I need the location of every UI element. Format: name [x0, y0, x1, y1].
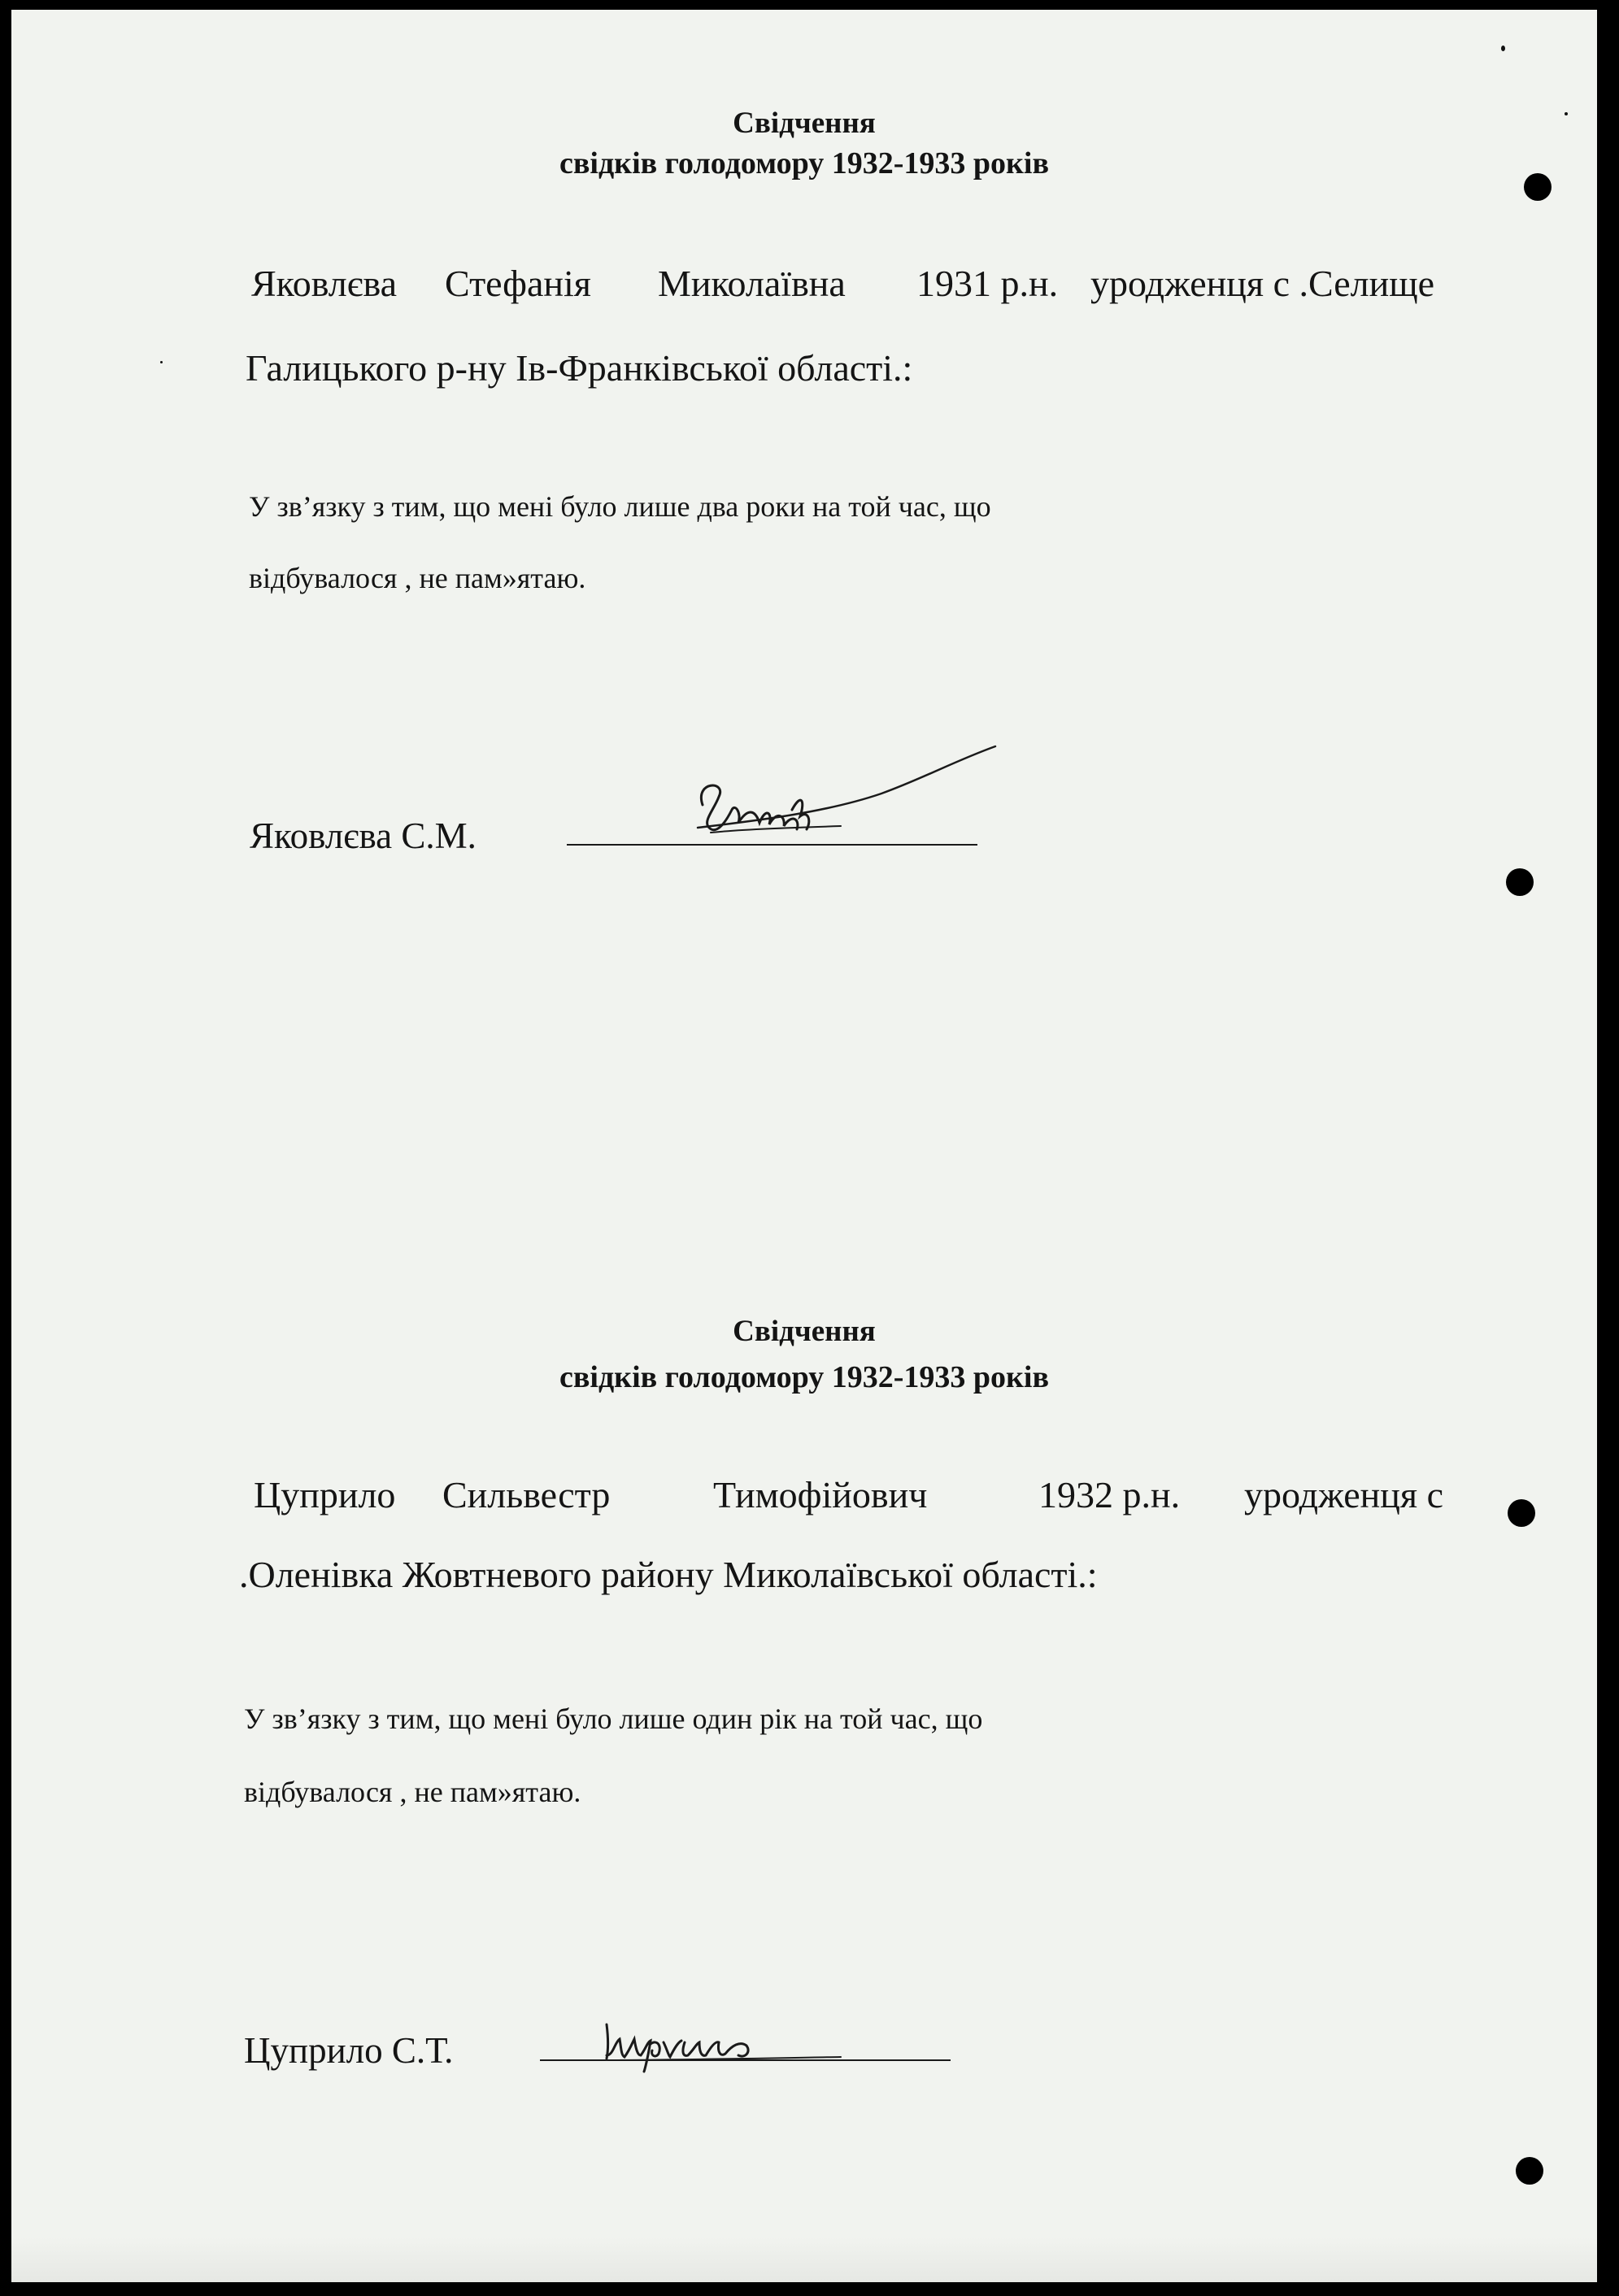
testimony-1-subtitle: свідків голодомору 1932-1933 років — [559, 146, 1049, 180]
testimony-1-signature-name: Яковлєва С.М. — [250, 815, 477, 856]
document-page — [11, 10, 1597, 2282]
witness-surname: Яковлєва — [251, 263, 398, 304]
testimony-2-title: Свідчення — [733, 1315, 876, 1348]
witness-surname: Цуприло — [254, 1474, 396, 1515]
testimony-1-statement-line-1: У зв’язку з тим, що мені було лише два роки на той час, що — [249, 490, 991, 523]
testimony-2-subtitle: свідків голодомору 1932-1933 років — [559, 1360, 1049, 1394]
scan-bottom-edge — [11, 2237, 1597, 2282]
punch-hole-3 — [1508, 1499, 1535, 1527]
testimony-2-handwritten-signature — [597, 2010, 873, 2075]
testimony-1-title: Свідчення — [733, 107, 876, 140]
witness-birth: 1932 р.н. — [1038, 1474, 1181, 1515]
witness-birth: 1931 р.н. — [916, 263, 1059, 304]
witness-patronymic: Миколаївна — [658, 263, 846, 304]
witness-patronymic: Тимофійович — [713, 1474, 928, 1515]
testimony-2-intro-line-2: .Оленівка Жовтневого району Миколаївської області.: — [239, 1554, 1098, 1595]
speck — [1501, 46, 1505, 51]
speck — [160, 361, 163, 363]
witness-native: уродженця с .Селище — [1090, 263, 1435, 304]
witness-native: уродженця с — [1244, 1474, 1443, 1515]
testimony-1-intro-line-2: Галицького р-ну Ів-Франківської області.: — [246, 347, 913, 389]
testimony-2-statement-line-1: У зв’язку з тим, що мені було лише один рік на той час, що — [244, 1702, 983, 1735]
witness-name: Сильвестр — [442, 1474, 611, 1515]
witness-name: Стефанія — [445, 263, 591, 304]
testimony-1-handwritten-signature — [678, 732, 1003, 854]
punch-hole-2 — [1506, 868, 1534, 896]
punch-hole-4 — [1516, 2157, 1543, 2185]
testimony-2-statement-line-2: відбувалося , не пам»ятаю. — [244, 1776, 581, 1808]
testimony-2-signature-name: Цуприло С.Т. — [244, 2030, 454, 2071]
testimony-1-statement-line-2: відбувалося , не пам»ятаю. — [249, 562, 586, 594]
